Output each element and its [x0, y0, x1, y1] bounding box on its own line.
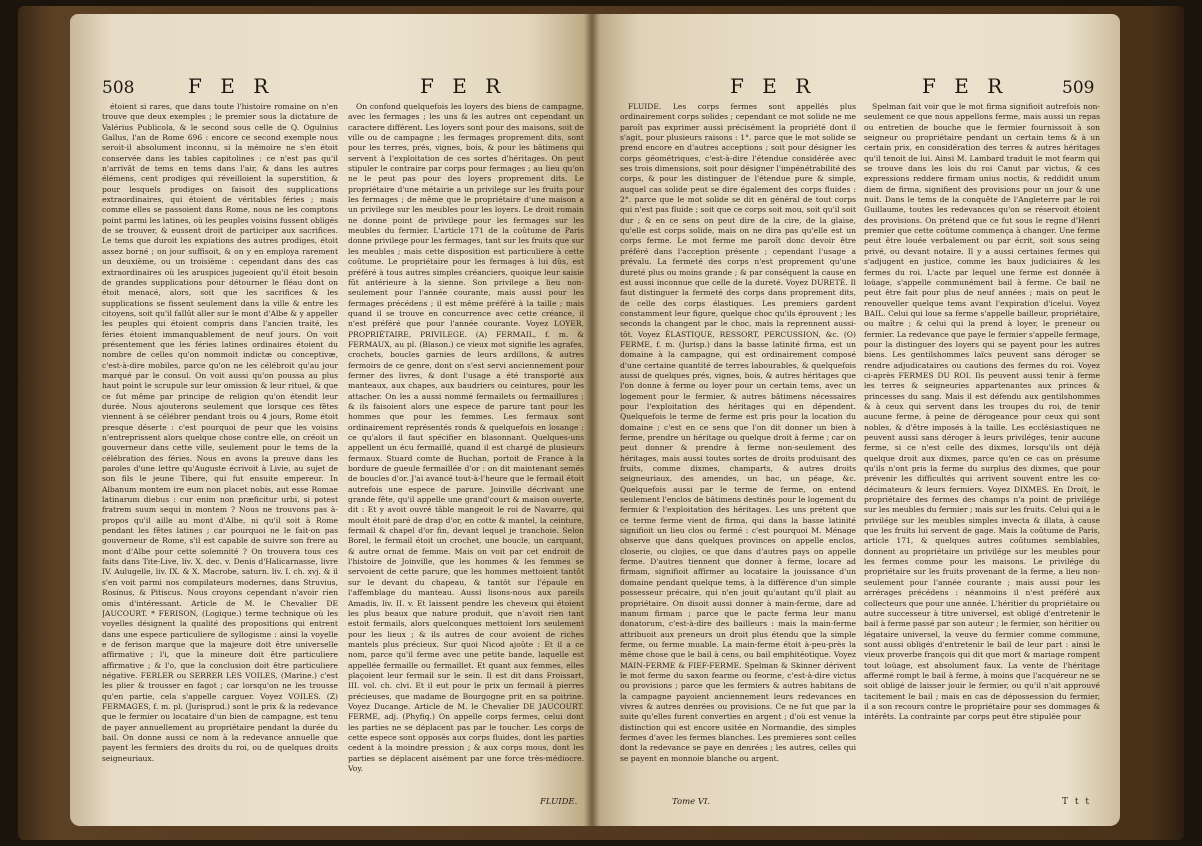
left-page: [70, 14, 592, 826]
running-head-right: F E R: [922, 74, 1009, 98]
catchword: FLUIDE.: [540, 797, 578, 807]
volume-signature: Tome VI.: [672, 797, 711, 807]
right-page: [592, 14, 1120, 826]
right-page-column-2: [864, 102, 1100, 792]
running-head-left: F E R: [188, 74, 275, 98]
left-page-header: [102, 74, 134, 96]
catchword: T t t: [1062, 797, 1091, 807]
page-number: 508: [102, 78, 135, 98]
left-page-column-1: [102, 102, 338, 792]
running-head-left: F E R: [730, 74, 817, 98]
right-page-column-1: [620, 102, 856, 792]
left-page-column-2: [348, 102, 584, 792]
column-text: Spelman fait voir que le mot firma signifioit autrefois non-seulement ce que nous appellons ferme, mais aussi un repas ou entretien de bouche que le fermier fournissoit à son seigneur ou propriétaire pendant un certain tems & à un certain prix, en considération des terres & autres héritages qu'il tenoit de lui. Ainsi M. Lambard traduit le mot fearm qui se trouve dans les lois du roi Canut par victus, & ces expressions reddere firmam unius noctis, & reddidit unum diem de firma, signifient des provisions pour un jour & une nuit. Dans le tems de la conquête de l'Angleterre par le roi Guillaume, toutes les redevances qu'on se réservoit étoient des provisions. On prétend que ce fut sous le regne d'Henri premier que cette coûtume commença à changer. Une ferme peut être louée verbalement ou par écrit, soit sous seing privé, ou devant notaire. Il y a aussi certaines fermes qui s'adjugent en justice, comme les baux judiciaires & les fermes du roi. L'acte par lequel une ferme est donnée à loüage, s'appelle communément bail à ferme. Ce bail ne peut être fait pour plus de neuf années ; mais on peut le renouveller quelque tems avant l'expiration d'icelui. Voyez BAIL. Celui qui loue sa ferme s'appelle bailleur, propriétaire, ou maître ; & celui qui la prend à loyer, le preneur ou fermier. La redevance que paye le fermier s'appelle fermage, pour la distinguer des loyers qui se payent pour les autres biens. Les gentilshommes laïcs peuvent sans déroger se rendre adjudicataires ou cautions des fermes du roi. Voyez ci-après FERMES DU ROI. Ils peuvent aussi tenir à ferme les terres & seigneuries appartenantes aux princes & princesses du sang. Mais il est défendu aux gentilshommes & à ceux qui servent dans les troupes du roi, de tenir aucune ferme, à peine de dérogeance pour ceux qui sont nobles, & d'être imposés à la taille. Les ecclésiastiques ne peuvent aussi sans déroger à leurs priviléges, tenir aucune ferme, si ce n'est celle des dixmes, lorsqu'ils ont déjà quelque droit aux dixmes, parce qu'en ce cas on présume qu'ils n'ont pris la ferme du surplus des dixmes, que pour prévenir les difficultés qui arrivent souvent entre les co-décimateurs & leurs fermiers. Voyez DIXMES. En Droit, le propriétaire des fermes des champs n'a point de privilége sur les meubles du fermier ; mais sur les fruits. Celui qui a le privilége sur les meubles simples invecta & illata, à cause que les fruits lui servent de gage. Mais la coûtume de Paris, article 171, & quelques autres coûtumes semblables, donnent au propriétaire un privilége sur les meubles pour les fermes comme pour les maisons. Le privilége du propriétaire sur les fruits provenant de la ferme, a lieu non-seulement pour l'année courante ; mais aussi pour les arrérages précédens : néanmoins il n'est préféré aux collecteurs que pour une année. L'héritier du propriétaire ou autre successeur à titre universel, est obligé d'entretenir le bail à ferme passé par son auteur ; le fermier, son héritier ou légataire universel, la veuve du fermier comme commune, sont aussi obligés d'entretenir le bail de leur part : ainsi le vieux proverbe françois qui dit que mort & mariage rompent tout loüage, est absolument faux. La vente de l'héritage affermé rompt le bail à ferme, à moins que l'acquéreur ne se soit obligé de laisser jouir le fermier, ou qu'il n'ait approuvé tacitement le bail ; mais en cas de dépossession du fermier, il a son recours contre le propriétaire pour ses dommages & intérêts. La contrainte par corps peut être stipulée pour: [864, 102, 1100, 722]
column-text: FLUIDE. Les corps fermes sont appellés plus ordinairement corps solides ; cependant ce mot solide ne me paroît pas exprimer aussi précisément la propriété dont il s'agit, pour plusieurs raisons : 1°. parce que le mot solide se prend encore en d'autres acceptions ; soit pour désigner les corps géométriques, c'est-à-dire l'étendue considérée avec ses trois dimensions, soit pour désigner l'impénétrabilité des corps, & pour les distinguer de l'étendue pure & simple, auquel cas solide peut se dire également des corps fluides : 2°. parce que le mot solide se dit en général de tout corps qui n'est pas fluide ; soit que ce corps soit mou, soit qu'il soit dur ; & en ce sens on peut dire de la cire, de la glaise, qu'elle est corps solide, mais on ne dira pas qu'elle est un corps ferme. Le mot ferme me paroît donc devoir être préféré dans l'acception présente ; cependant l'usage a prévalu. La fermeté des corps n'est proprement qu'une dureté plus ou moins grande ; & par conséquent la cause en est aussi inconnue que celle de la dureté. Voyez DURETÉ. Il faut distinguer la fermeté des corps dans proprement dits, de celle des corps élastiques. Les premiers gardent constamment leur figure, quelque choc qu'ils éprouvent ; les seconds la changent par le choc, mais la reprennent aussi-tôt. Voyez ÉLASTIQUE, RESSORT, PERCUSSION, &c. (O) FERME, f. m. (Jurisp.) dans la basse latinité firma, est un domaine à la campagne, qui est ordinairement composé d'une certaine quantité de terres labourables, & quelquefois aussi de quelques prés, vignes, bois, & autres héritages que l'on donne à ferme ou loyer pour un certain tems, avec un logement pour le fermier, & autres bâtimens nécessaires pour l'exploitation des héritages qui en dépendent. Quelquefois le terme de ferme est pris pour la location du domaine ; c'est en ce sens que l'on dit donner un bien à ferme, prendre un héritage ou quelque droit à ferme ; car on peut donner & prendre à ferme non-seulement des héritages, mais aussi toutes sortes de droits produisant des fruits, comme dixmes, champarts, & autres droits seigneuriaux, des amendes, un bac, un péage, &c. Quelquefois aussi par le terme de ferme, on entend seulement l'enclos de bâtimens destinés pour le logement du fermier & l'exploitation des héritages. Les uns prétent que ce terme ferme vient de firma, qui dans la basse latinité signifioit un lieu clos ou fermé : c'est pourquoi M. Ménage observe que dans quelques provinces on appelle enclos, closerie, ou clojies, ce que dans d'autres pays on appelle ferme. D'autres tiennent que donner à ferme, locare ad firmam, signifioit affirmer au locataire la jouissance d'un domaine pendant quelque tems, à la différence d'un simple possesseur précaire, qui n'en jouit qu'autant qu'il plait au propriétaire. On disoit aussi donner à main-ferme, dare ad manum firmam ; parce que le pacte ferma leur manu donatorum, c'est-à-dire des bailleurs : mais la main-ferme attribuoit aux preneurs un droit plus étendu que la simple ferme, ou ferme muable. La main-ferme étoit à-peu-près la même chose que le bail à cens, ou bail emphitéotique. Voyez MAIN-FERME & FIEF-FERME. Spelman & Skinner dérivent le mot ferme du saxon fearme ou feorme, c'est-à-dire victus ou provisions ; parce que les fermiers & autres habitans de la campagne payoient anciennement leurs redevances en vivres & autres denrées ou provisions. Ce ne fut que par la suite qu'elles furent converties en argent ; d'où est venue la distinction qui est encore usitée en Normandie, des simples fermes d'avec les fermes blanches. Les premieres sont celles dont la redevance se paye en denrées ; les autres, celles qui se payent en monnoie blanche ou argent.: [620, 102, 856, 763]
column-text: étoient si rares, que dans toute l'histoire romaine on n'en trouve que deux exemples ; le premier sous la dictature de Valérius Publicola, & le second sous celle de Q. Ogulnius Gallus, l'an de Rome 696 : encore ce second exemple nous seroit-il absolument inconnu, si la mémoire ne s'en étoit conservée dans les tables capitolines : ce n'est pas qu'il n'arrivât de tems en tems dans l'air, & dans les autres élémens, cent prodiges qui réveilloient la superstition, & pour lesquels prodiges on faisoit des supplications extraordinaires, qui étoient de véritables féries ; mais comme elles se passoient dans Rome, nous ne les comptons point parmi les latines, où les peuples voisins fussent obligés de se trouver, & eussent droit de participer aux sacrifices. Le tems que duroit les expiations des autres prodiges, étoit assez borné ; on jour suffisoit, & on y en employa rarement un deuxième, ou un troisième : cependant dans des cas extraordinaires où les aruspices jugeoient qu'il étoit besoin de grandes supplications pour détourner le fléau dont on étoit menacé, alors, soit que les sacrifices & les supplications se fissent seulement dans la ville & entre les citoyens, soit qu'il fallût aller sur le mont d'Albe & y appeller les peuples qui étoient compris dans l'ancien traité, les féries étoient immanquablement de neuf jours. On voit présentement que les féries latines ordinaires étoient du nombre de celles qu'on nommoit indictæ ou conceptivæ, c'est-à-dire mobiles, parce qu'on ne les célébroit qu'au jour marqué par le consul. On voit aussi qu'on poussa au plus haut point le scrupule sur leur omission & leur rituel, & que ce fut même par principe de religion qu'on étendit leur durée. Nous ajouterons seulement que lorsque ces fêtes viennent à se célébrer pendant trois ou 4 jours, Rome étoit presque déserte : c'est pourquoi de peur que les voisins n'entreprissent alors quelque chose contre elle, on créoit un gouverneur dans cette ville, seulement pour le tems de la célébration des féries. Nous en avons la preuve dans les paroles d'une lettre qu'Auguste écrivoit à Livie, au sujet de son fils le jeune Tibere, qui fut ensuite empereur. In Albanum montem ire eum non placet nobis, aut esse Romae latinarum diebus : cur enim non præficitur urbi, si potest fratrem suum sequi in montem ? Nous ne trouvons pas à-propos qu'il aille au mont d'Albe, ni qu'il soit à Rome pendant les fêtes latines ; car pourquoi ne le fait-on pas gouverneur de Rome, s'il est capable de suivre son frere au mont d'Albe pour cette solemnité ? On trouvera tous ces faits dans Tite-Live, liv. X. dec. v. Denis d'Halicarnasse, livre IV. Aulugelle, liv. IX. & X. Macrobe, saturn. liv. I. ch. xvj. & il s'en voit parmi nos compilateurs modernes, dans Struvius, Rosinus, & Pitiscus. Nous croyons cependant n'avoir rien omis d'intéressant. Article de M. le Chevalier DE JAUCOURT. * FERISON, (Logique.) terme technique où les voyelles désignent la qualité des propositions qui entrent dans une espece particuliere de syllogisme : ainsi la voyelle e de ferison marque que la majeure doit être universelle affirmative ; l'i, que la mineure doit être particuliere affirmative ; & l'o, que la conclusion doit être particuliere négative. FERLER ou SERRER LES VOILES, (Marine.) c'est les plier & trousser en fagot ; car lorsqu'on ne les trousse qu'en partie, cela s'appelle carguer. Voyez VOILES. (Z) FERMAGES, f. m. pl. (Jurisprud.) sont le prix & la redevance que le fermier ou locataire d'un bien de campagne, est tenu de payer annuellement au propriétaire pendant la durée du bail. On donne aussi ce nom à la redevance annuelle que payent les fermiers des droits du roi, ou de quelques droits seigneuriaux.: [102, 102, 338, 763]
column-text: On confond quelquefois les loyers des biens de campagne, avec les fermages ; les uns & les autres ont cependant un caractere différent. Les loyers sont pour des maisons, soit de ville ou de campagne ; les fermages proprement dits, sont pour les terres, prés, vignes, bois, & pour les bâtimens qui servent à l'exploitation de ces sortes d'héritages. On peut stipuler le contraire par corps pour fermages ; au lieu qu'on ne le peut pas pour des loyers proprement dits. Le propriétaire d'une métairie a un privilege sur les fruits pour les fermages ; de même que le propriétaire d'une maison a un privilege sur les meubles pour les loyers. Le droit romain ne donne point de privilege pour les fermages sur les meubles du fermier. L'article 171 de la coûtume de Paris donne privilege pour les fermages, tant sur les fruits que sur les meubles ; mais cette disposition est particuliere à cette coûtume. Le propriétaire pour les fermages à lui dûs, est préféré à tous autres simples créanciers, quoique leur saisie fût antérieure à la sienne. Son privilege a lieu non-seulement pour l'année courante, mais aussi pour les fermages précédens ; il est même préféré à la taille ; mais quand il se trouve en concurrence avec cette créance, il n'est préféré que pour l'année courante. Voyez LOYER, PROPRIÉTAIRE, PRIVILEGE. (A) FERMAIL, f. m. & FERMAUX, au pl. (Blason.) ce vieux mot signifie les agrafes, crochets, boucles garnies de leurs ardillons, & autres fermoirs de ce genre, dont on s'est servi anciennement pour fermer des livres, & dont l'usage a été transporté aux manteaux, aux chapes, aux baudriers ou ceintures, pour les attacher. On les a aussi nommé fermailets ou fermaillures ; & ils faisoient alors une espece de parure tant pour les hommes que pour les femmes. Les fermaux sont ordinairement représentés ronds & quelquefois en losange ; ce qu'alors il faut spécifier en blasonnant. Quelques-uns appellent un écu fermaillé, quand il est chargé de plusieurs fermaux. Stuard comte de Buchan, portoit de France à la bordure de gueule fermaillée d'or : on dit maintenant semés de boucles d'or. J'ai avancé tout-à-l'heure que le fermail étoit autrefois une espece de parure. Joinville décrivant une grande fête, qu'il appelle une grand'court & maison ouverte, dit : Et y avoit ouvré tâble mangeoit le roi de Navarre, qui moult étoit paré de drap d'or, en cotte & mantel, la ceinture, fermail & chapel d'or fin, devant lequel je tranchoie. Selon Borel, le fermail étoit un crochet, une boucle, un carquant, & autre ornat de femme. Mais on voit par cet endroit de l'histoire de Joinville, que les hommes & les femmes se servoient de cette parure, que les hommes mettoient tantôt sur le devant du chapeau, & tantôt sur l'épaule en l'affemblage du manteau. Aussi lisons-nous aux pareils Amadis, liv. II. v. Et laissent pendre les cheveux qui étoient les plus beaux que nature produit, que n'avoit rien tant estoit fermails, alors quelconques mettoient lors seulement pour les lieux ; & ils autres de cour avoient de riches mantels plus précieux. Sur quoi Nicod ajoûte : Et il a ce nom, parce qu'il ferme avec une petite bande, laquelle est appellée fermaille ou fermaillet. Et quant aux femmes, elles plaçoient leur fermail sur le sein. Il est dit dans Froissart, III. vol. ch. clvi. Et il eut pour le prix un fermail à pierres précieuses, que madame de Bourgogne prit en sa poitrine. Voyez Ducange. Article de M. le Chevalier DE JAUCOURT. FERME, adj. (Phyfiq.) On appelle corps fermes, celui dont les parties ne se déplacent pas par le toucher. Les corps de cette espece sont opposés aux corps fluides, dont les parties cedent à la moindre pression ; & aux corps mous, dont les parties se déplacent aisément par une force très-médiocre. Voy.: [348, 102, 584, 773]
right-page-header: [1062, 74, 1094, 96]
page-number: 509: [1062, 78, 1095, 98]
running-head-right: F E R: [420, 74, 507, 98]
